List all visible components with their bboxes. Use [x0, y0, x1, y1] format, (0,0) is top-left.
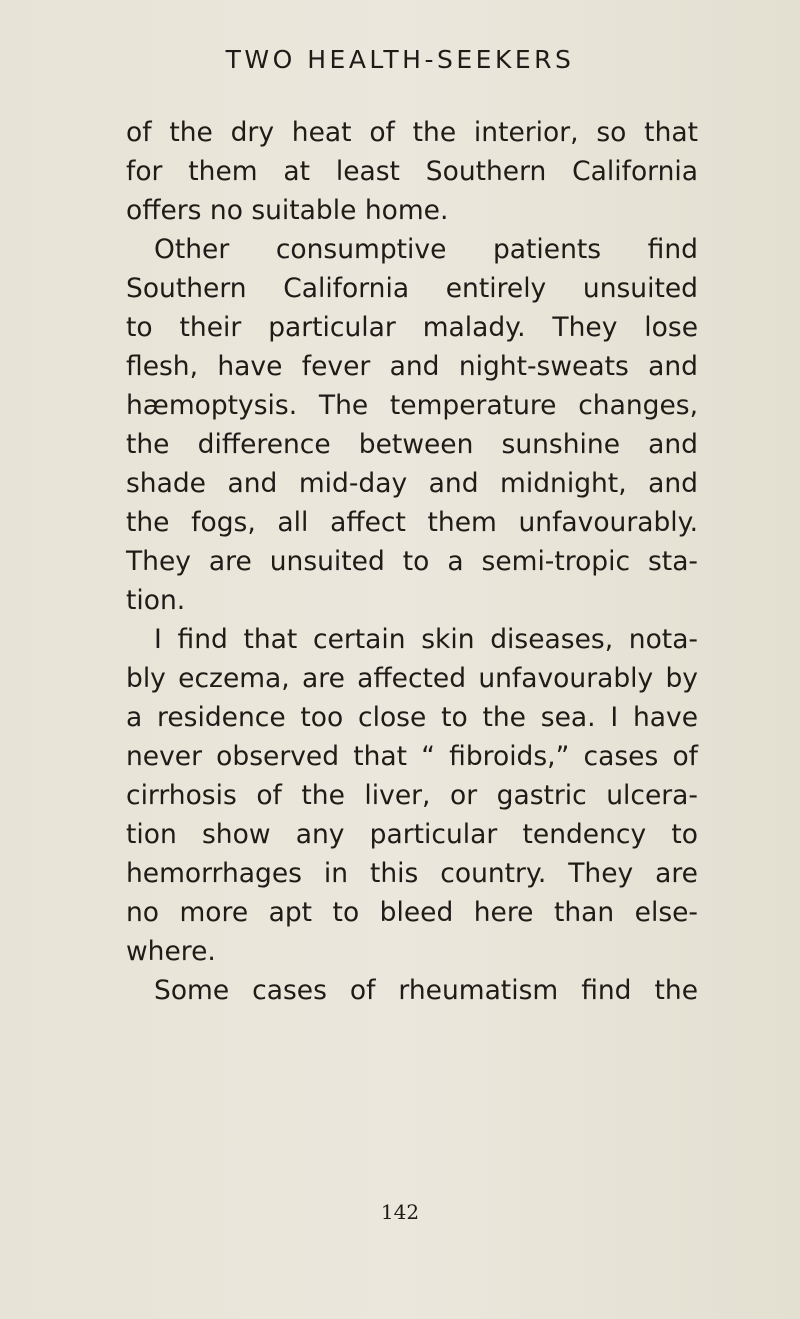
text-line: for them at least Southern California — [126, 156, 698, 187]
text-line: tion show any particular tendency to — [126, 819, 698, 850]
text-line: I find that certain skin diseases, nota- — [154, 624, 698, 655]
text-line: hemorrhages in this country. They are — [126, 858, 698, 889]
text-line: the difference between sunshine and — [126, 429, 698, 460]
text-line: of the dry heat of the interior, so that — [126, 117, 698, 148]
text-line: a residence too close to the sea. I have — [126, 702, 698, 733]
text-line: to their particular malady. They lose — [126, 312, 698, 343]
text-line: bly eczema, are affected unfavourably by — [126, 663, 698, 694]
text-line: never observed that “ fibroids,” cases of — [126, 741, 698, 772]
text-line: flesh, have fever and night-sweats and — [126, 351, 698, 382]
text-line: shade and mid-day and midnight, and — [126, 468, 698, 499]
text-line: tion. — [126, 585, 186, 616]
text-line: Other consumptive patients find — [154, 234, 698, 265]
text-line: no more apt to bleed here than else- — [126, 897, 698, 928]
text-line: cirrhosis of the liver, or gastric ulcera- — [126, 780, 698, 811]
text-line: hæmoptysis. The temperature changes, — [126, 390, 698, 421]
text-line: offers no suitable home. — [126, 195, 449, 226]
running-head: TWO HEALTH-SEEKERS — [225, 45, 575, 74]
text-line: Southern California entirely unsuited — [126, 273, 698, 304]
text-line: They are unsuited to a semi-tropic sta- — [126, 546, 698, 577]
body-text — [126, 113, 698, 1010]
page-number: 142 — [380, 1200, 420, 1224]
text-line: the fogs, all affect them unfavourably. — [126, 507, 698, 538]
text-line: Some cases of rheumatism find the — [154, 975, 698, 1006]
text-line: where. — [126, 936, 216, 967]
